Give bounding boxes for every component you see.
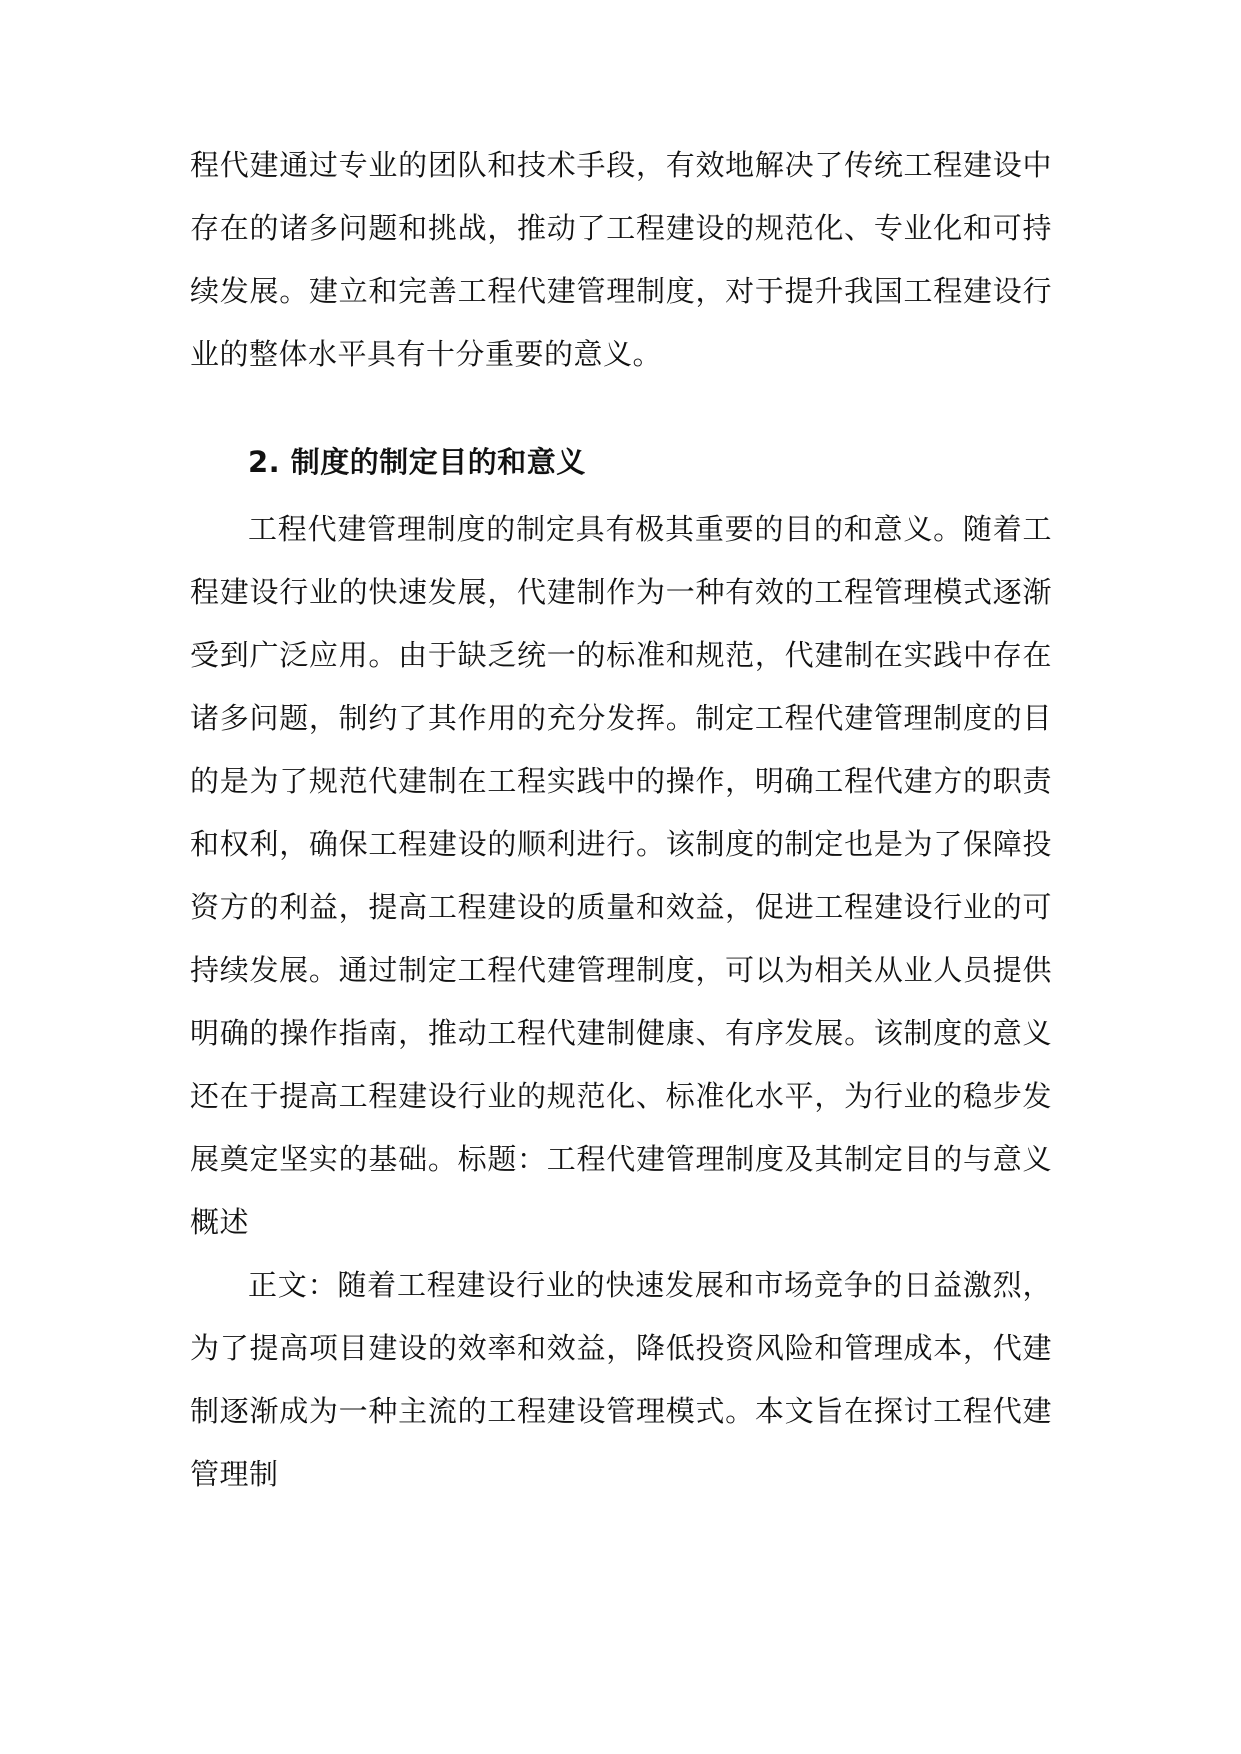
paragraph-continuation: 程代建通过专业的团队和技术手段，有效地解决了传统工程建设中存在的诸多问题和挑战，推动了工程建设的规范化、专业化和可持续发展。建立和完善工程代建管理制度，对于提升我国工程建设行业的整体水平具有十分重要的意义。 bbox=[190, 148, 1052, 371]
paragraph-main-text: 正文：随着工程建设行业的快速发展和市场竞争的日益激烈，为了提高项目建设的效率和效益，降低投资风险和管理成本，代建制逐渐成为一种主流的工程建设管理模式。本文旨在探讨工程代建管理制 bbox=[190, 1268, 1052, 1491]
document-body bbox=[190, 134, 1052, 1506]
spacer bbox=[190, 386, 1052, 431]
paragraph-purpose: 工程代建管理制度的制定具有极其重要的目的和意义。随着工程建设行业的快速发展，代建制作为一种有效的工程管理模式逐渐受到广泛应用。由于缺乏统一的标准和规范，代建制在实践中存在诸多问题，制约了其作用的充分发挥。制定工程代建管理制度的目的是为了规范代建制在工程实践中的操作，明确工程代建方的职责和权利，确保工程建设的顺利进行。该制度的制定也是为了保障投资方的利益，提高工程建设的质量和效益，促进工程建设行业的可持续发展。通过制定工程代建管理制度，可以为相关从业人员提供明确的操作指南，推动工程代建制健康、有序发展。该制度的意义还在于提高工程建设行业的规范化、标准化水平，为行业的稳步发展奠定坚实的基础。标题：工程代建管理制度及其制定目的与意义概述 bbox=[190, 512, 1052, 1239]
section-heading: 2. 制度的制定目的和意义 bbox=[248, 445, 586, 479]
